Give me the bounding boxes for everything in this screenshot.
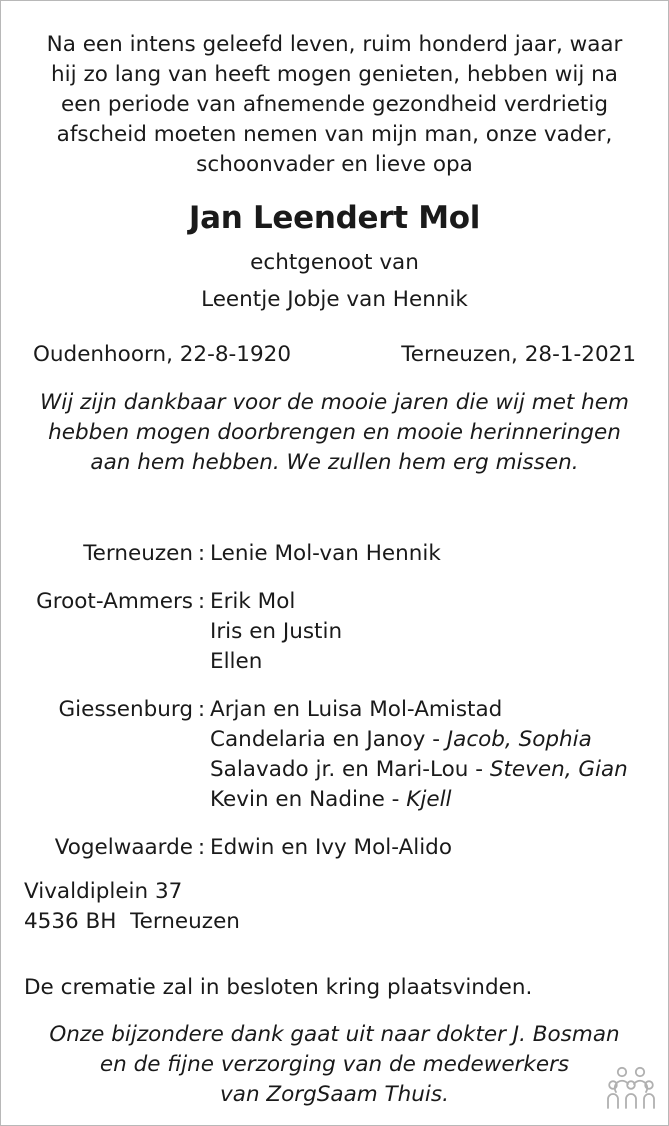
family-row — [0, 833, 669, 863]
quote-text — [20, 388, 649, 478]
family-line — [210, 695, 669, 725]
family-place: Terneuzen — [83, 541, 193, 566]
family-names — [210, 833, 669, 863]
family-row — [0, 695, 669, 815]
family-line — [210, 617, 669, 647]
family-row — [0, 587, 669, 677]
quote-line: hebben mogen doorbrengen en mooie herinneringen — [48, 420, 621, 445]
family-names — [210, 587, 669, 677]
family-place: Vogelwaarde — [54, 835, 193, 860]
intro-text — [20, 30, 649, 180]
family-colon: : — [197, 589, 206, 614]
family-member: Ellen — [210, 649, 263, 674]
family-row — [0, 539, 669, 569]
family-colon: : — [197, 835, 206, 860]
intro-line: hij zo lang van heeft mogen genieten, hebben wij na — [51, 62, 618, 87]
family-line — [210, 647, 669, 677]
family-place: Groot-Ammers — [36, 589, 193, 614]
intro-line: schoonvader en lieve opa — [196, 152, 473, 177]
family-line — [210, 785, 669, 815]
family-member: Iris en Justin — [210, 619, 343, 644]
quote-line: Wij zijn dankbaar voor de mooie jaren die wij met hem — [40, 390, 629, 415]
family-colon: : — [197, 541, 206, 566]
thanks-line: en de fijne verzorging van de medewerkers — [99, 1052, 570, 1077]
family-names — [210, 539, 669, 569]
family-member: Salavado jr. en Mari-Lou - — [210, 757, 490, 782]
family-member: Edwin en Ivy Mol-Alido — [210, 835, 452, 860]
family-line — [210, 755, 669, 785]
family-names — [210, 695, 669, 815]
cremation-note: De crematie zal in besloten kring plaatsvinden. — [24, 975, 533, 1000]
family-line — [210, 587, 669, 617]
family-member: Erik Mol — [210, 589, 296, 614]
intro-line: een periode van afnemende gezondheid verdrietig — [61, 92, 608, 117]
family-place: Giessenburg — [58, 697, 193, 722]
address-city: 4536 BH Terneuzen — [24, 909, 240, 934]
spouse-label: echtgenoot van — [250, 250, 419, 275]
family-member: Kevin en Nadine - — [210, 787, 407, 812]
address-street: Vivaldiplein 37 — [24, 879, 183, 904]
thanks-text — [20, 990, 649, 1110]
thanks-line: van ZorgSaam Thuis. — [220, 1082, 449, 1107]
family-member: Lenie Mol-van Hennik — [210, 541, 441, 566]
death-place-date: Terneuzen, 28-1-2021 — [401, 342, 636, 367]
address-block — [24, 877, 240, 937]
grandchildren: Steven, Gian — [489, 757, 628, 782]
grandchildren: Kjell — [406, 787, 452, 812]
birth-place-date: Oudenhoorn, 22-8-1920 — [33, 342, 292, 367]
family-member: Arjan en Luisa Mol-Amistad — [210, 697, 503, 722]
family-line — [210, 833, 669, 863]
thanks-line: Onze bijzondere dank gaat uit naar dokter J. Bosman — [49, 1022, 620, 1047]
intro-line: afscheid moeten nemen van mijn man, onze vader, — [56, 122, 613, 147]
family-colon: : — [197, 697, 206, 722]
family-member: Candelaria en Janoy - — [210, 727, 447, 752]
family-list — [0, 539, 669, 881]
quote-line: aan hem hebben. We zullen hem erg missen. — [90, 450, 579, 475]
family-people-icon — [607, 1066, 655, 1110]
intro-line: Na een intens geleefd leven, ruim honderd jaar, waar — [46, 32, 623, 57]
deceased-name: Jan Leendert Mol — [188, 200, 481, 236]
family-line — [210, 539, 669, 569]
family-line — [210, 725, 669, 755]
spouse-name: Leentje Jobje van Hennik — [201, 287, 468, 312]
grandchildren: Jacob, Sophia — [446, 727, 592, 752]
